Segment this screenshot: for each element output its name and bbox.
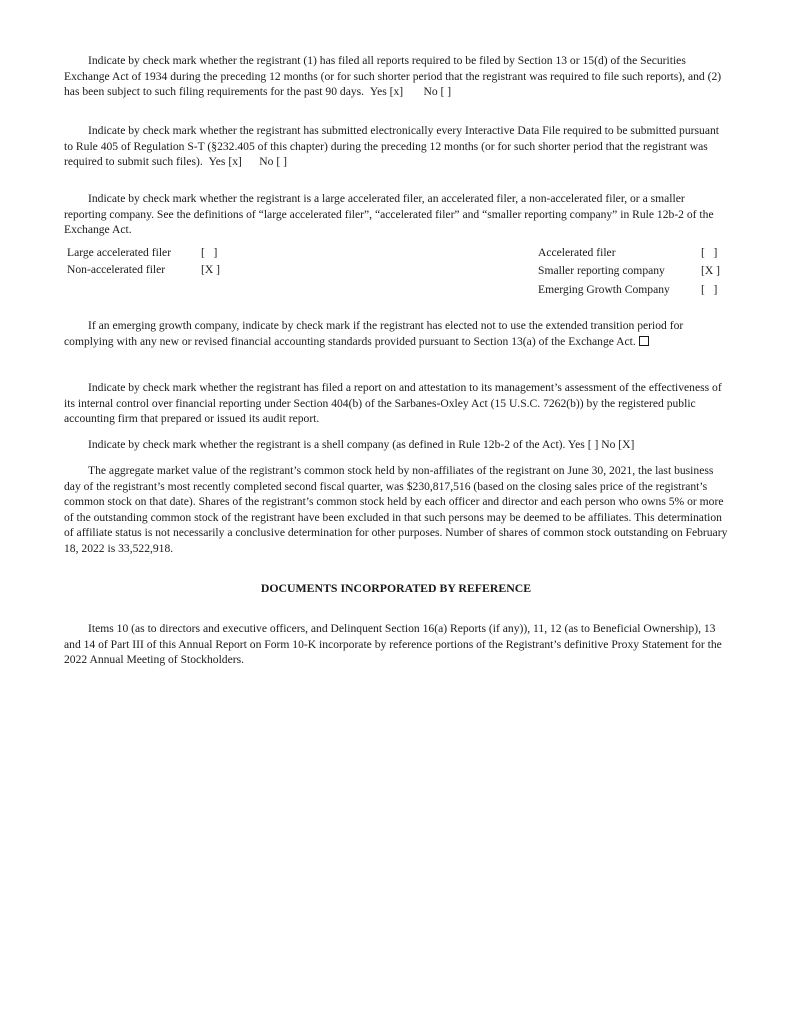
filer-mark-non-accelerated: [X ] xyxy=(201,263,220,276)
no-checkmark: No [ ] xyxy=(259,155,287,169)
paragraph-filing-requirements xyxy=(64,53,728,100)
filer-label: Large accelerated filer xyxy=(67,246,172,259)
filer-option-large-accelerated xyxy=(67,245,171,261)
paragraph-incorporated-reference xyxy=(64,621,728,668)
yes-checkmark: Yes [x] xyxy=(369,85,404,99)
filer-mark-large-accelerated: [ ] xyxy=(201,246,218,259)
filer-label: Emerging Growth Company xyxy=(538,283,670,296)
no-checkmark: No [ ] xyxy=(423,85,452,99)
paragraph-text: The aggregate market value of the registrant’s common stock held by non-affiliates of the registrant on June 30, 2021, the last business day of the registrant’s most recently completed second fiscal quarter, was $230,817,516 (based on the closing sales price of the registrant’s common stock on that date). Shares of the registrant’s common stock held by each officer and director and each person who owns 5% or more of the outstanding common stock of the registrant have been excluded in that such persons may be deemed to be affiliates. This determination of affiliate status is not necessarily a conclusive determination for other purposes. Number of shares of common stock outstanding on February 18, 2022 is 33,522,918. xyxy=(64,464,728,555)
paragraph-text: Indicate by check mark whether the registrant is a shell company (as defined in Rule 12b-2 of the Act). xyxy=(88,438,566,451)
no-checkmark: No [X] xyxy=(601,438,635,451)
paragraph-emerging-growth xyxy=(64,318,728,349)
paragraph-text: If an emerging growth company, indicate by check mark if the registrant has elected not to use the extended transition period for complying with any new or revised financial accounting standards provided pursuant to Section 13(a) of the Exchange Act. xyxy=(64,319,684,348)
yes-checkmark: Yes [x] xyxy=(208,155,242,169)
filer-mark-smaller-reporting: [X ] xyxy=(701,264,720,277)
paragraph-text: Indicate by check mark whether the registrant has filed a report on and attestation to its management’s assessment of the effectiveness of its internal control over financial reporting under Section 404(b) of the Sarbanes-Oxley Act (15 U.S.C. 7262(b)) by the registered public accounting firm that prepared or issued its audit report. xyxy=(64,381,722,426)
paragraph-text: Indicate by check mark whether the registrant has submitted electronically every Interactive Data File required to be submitted pursuant to Rule 405 of Regulation S-T (§232.405 of this chapter) during the preceding 12 months (or for such shorter period that the registrant was required to submit such files). xyxy=(64,124,719,169)
filer-option-accelerated xyxy=(538,245,616,261)
paragraph-market-value xyxy=(64,463,728,557)
filer-option-emerging-growth xyxy=(538,282,670,298)
filer-option-non-accelerated xyxy=(67,262,165,278)
paragraph-filer-type xyxy=(64,191,728,238)
section-heading: DOCUMENTS INCORPORATED BY REFERENCE xyxy=(260,581,532,595)
filer-label: Accelerated filer xyxy=(538,246,616,259)
filer-label: Non-accelerated filer xyxy=(67,263,166,276)
filer-label: Smaller reporting company xyxy=(538,264,665,277)
checkbox-empty-icon xyxy=(639,336,649,346)
filer-mark-emerging-growth: [ ] xyxy=(701,283,718,296)
filer-mark-accelerated: [ ] xyxy=(701,246,718,259)
yes-checkmark: Yes [ ] xyxy=(567,438,599,451)
paragraph-interactive-data xyxy=(64,123,728,170)
paragraph-text: Indicate by check mark whether the registrant (1) has filed all reports required to be filed by Section 13 or 15(d) of the Securities Exchange Act of 1934 during the preceding 12 months (or for such shorter period that the registrant was required to file such reports), and (2) has been subject to such filing requirements for the past 90 days. xyxy=(64,54,722,99)
filer-option-smaller-reporting xyxy=(538,263,665,279)
paragraph-shell-company xyxy=(64,437,728,453)
paragraph-internal-control xyxy=(64,380,728,427)
paragraph-text: Indicate by check mark whether the registrant is a large accelerated filer, an accelerated filer, a non-accelerated filer, or a smaller reporting company. See the definitions of “large accelerated filer”, “accelerated filer” and “smaller reporting company” in Rule 12b-2 of the Exchange Act. xyxy=(64,192,714,237)
paragraph-text: Items 10 (as to directors and executive officers, and Delinquent Section 16(a) Reports (if any)), 11, 12 (as to Beneficial Ownership), 13 and 14 of Part III of this Annual Report on Form 10-K incorporate by reference portions of the Registrant’s definitive Proxy Statement for the 2022 Annual Meeting of Stockholders. xyxy=(64,622,722,667)
